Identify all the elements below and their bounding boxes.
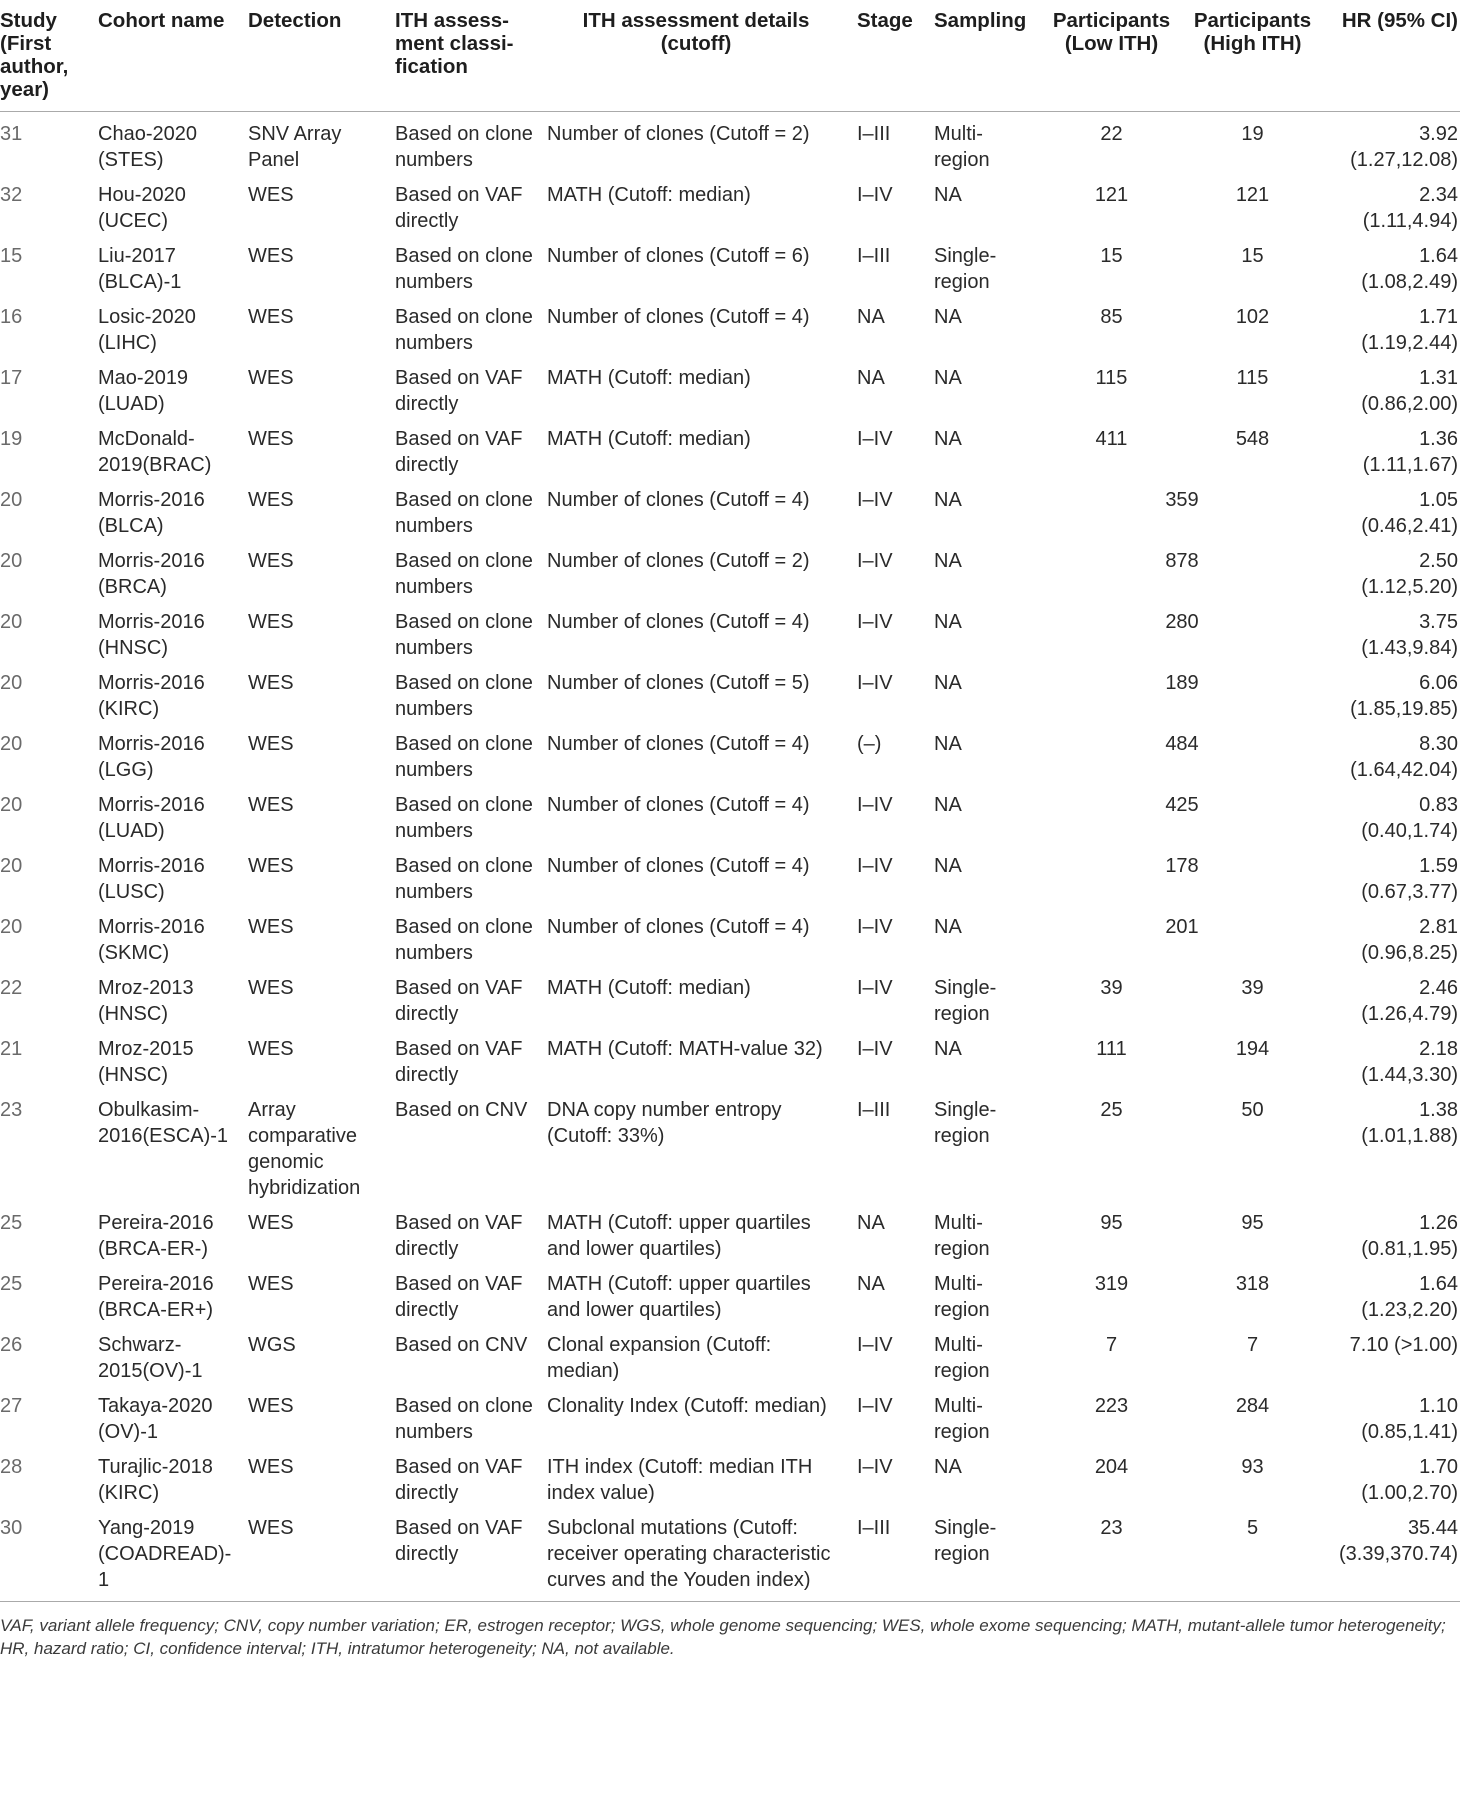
cell-detection: WES	[248, 1456, 294, 1478]
cell-details: Number of clones (Cutoff = 4)	[547, 916, 810, 938]
cell-cohort: Morris-2016 (LGG)	[98, 733, 205, 781]
cell-participants-high: 102	[1235, 306, 1270, 328]
cell-participants-total: 178	[1165, 855, 1199, 877]
cell-cohort: Obulkasim-2016(ESCA)-1	[98, 1099, 229, 1147]
table-row	[0, 1201, 1460, 1262]
cell-study: 16	[0, 306, 23, 328]
header-sampling: Sampling	[934, 9, 1027, 32]
table-row	[0, 539, 1460, 600]
cell-study: 31	[0, 123, 23, 145]
cell-classification: Based on VAF directly	[395, 1517, 523, 1565]
cell-hr: 1.05 (0.46,2.41)	[1361, 489, 1458, 537]
table-footnote: VAF, variant allele frequency; CNV, copy number variation; ER, estrogen receptor; WGS, whole genome sequencing; WES, whole exome sequencing; MATH, mutant-allele tumor heterogeneity; HR, hazard ratio; CI, confidence interval; ITH, intratumor heterogeneity; NA, not available.	[0, 1601, 1460, 1660]
cell-classification: Based on clone numbers	[395, 245, 533, 293]
cell-details: Clonal expansion (Cutoff: median)	[547, 1334, 772, 1382]
cell-hr: 2.34 (1.11,4.94)	[1362, 184, 1458, 232]
cell-detection: SNV Array Panel	[248, 123, 342, 171]
cell-stage: I–IV	[857, 1395, 893, 1417]
cell-cohort: Morris-2016 (LUAD)	[98, 794, 205, 842]
cell-detection: WES	[248, 489, 294, 511]
cell-sampling: Multi-region	[934, 1395, 990, 1443]
cell-sampling: Multi-region	[934, 123, 990, 171]
table-row	[0, 1262, 1460, 1323]
table-row	[0, 1445, 1460, 1506]
cell-details: Number of clones (Cutoff = 4)	[547, 611, 810, 633]
header-participants-low: Participants (Low ITH)	[1052, 9, 1171, 55]
header-details: ITH assessment details (cutoff)	[582, 9, 810, 55]
cell-details: Number of clones (Cutoff = 2)	[547, 550, 810, 572]
cell-classification: Based on VAF directly	[395, 367, 523, 415]
table-row	[0, 1506, 1460, 1601]
table-row	[0, 1088, 1460, 1201]
cell-participants-total: 878	[1165, 550, 1199, 572]
cell-detection: WES	[248, 855, 294, 877]
cell-classification: Based on clone numbers	[395, 794, 533, 842]
cell-hr: 2.46 (1.26,4.79)	[1361, 977, 1458, 1025]
cell-details: ITH index (Cutoff: median ITH index value)	[547, 1456, 813, 1504]
cell-detection: WES	[248, 428, 294, 450]
cell-sampling: NA	[934, 550, 962, 572]
cell-study: 22	[0, 977, 23, 999]
cell-detection: WES	[248, 1273, 294, 1295]
cell-hr: 6.06 (1.85,19.85)	[1350, 672, 1458, 720]
cell-participants-low: 22	[1100, 123, 1123, 145]
table-row	[0, 905, 1460, 966]
cell-participants-low: 111	[1096, 1038, 1127, 1060]
cell-stage: NA	[857, 306, 885, 328]
cell-participants-low: 85	[1100, 306, 1123, 328]
cell-cohort: Takaya-2020 (OV)-1	[98, 1395, 213, 1443]
cell-details: MATH (Cutoff: upper quartiles and lower quartiles)	[547, 1212, 811, 1260]
cell-details: Number of clones (Cutoff = 5)	[547, 672, 810, 694]
cell-participants-total: 280	[1165, 611, 1199, 633]
cell-study: 23	[0, 1099, 23, 1121]
cell-cohort: Pereira-2016 (BRCA-ER-)	[98, 1212, 214, 1260]
cell-sampling: Single-region	[934, 977, 997, 1025]
cell-study: 21	[0, 1038, 23, 1060]
cell-classification: Based on CNV	[395, 1099, 528, 1121]
cell-participants-high: 115	[1236, 367, 1269, 389]
cell-cohort: Mroz-2013 (HNSC)	[98, 977, 194, 1025]
cell-participants-low: 223	[1094, 1395, 1129, 1417]
cell-classification: Based on clone numbers	[395, 611, 533, 659]
cell-detection: WES	[248, 550, 294, 572]
cell-hr: 1.26 (0.81,1.95)	[1361, 1212, 1458, 1260]
cell-detection: WES	[248, 367, 294, 389]
cell-participants-low: 121	[1094, 184, 1129, 206]
header-participants-high: Participants (High ITH)	[1193, 9, 1312, 55]
cell-sampling: Single-region	[934, 1099, 997, 1147]
table-row	[0, 1384, 1460, 1445]
cell-stage: I–III	[857, 123, 891, 145]
cell-participants-total: 359	[1165, 489, 1199, 511]
table-row	[0, 966, 1460, 1027]
cell-study: 20	[0, 550, 23, 572]
cell-stage: I–III	[857, 1517, 891, 1539]
cell-hr: 35.44 (3.39,370.74)	[1339, 1517, 1458, 1565]
cell-hr: 1.36 (1.11,1.67)	[1362, 428, 1458, 476]
cell-details: Number of clones (Cutoff = 4)	[547, 306, 810, 328]
cell-study: 27	[0, 1395, 23, 1417]
cell-participants-high: 39	[1241, 977, 1264, 999]
cell-detection: WES	[248, 794, 294, 816]
cell-stage: I–IV	[857, 489, 893, 511]
cell-classification: Based on clone numbers	[395, 123, 533, 171]
cell-stage: I–IV	[857, 1334, 893, 1356]
cell-stage: NA	[857, 1212, 885, 1234]
cell-study: 25	[0, 1212, 23, 1234]
cell-classification: Based on clone numbers	[395, 916, 533, 964]
cell-classification: Based on clone numbers	[395, 489, 533, 537]
cell-classification: Based on VAF directly	[395, 1212, 523, 1260]
cell-detection: WES	[248, 916, 294, 938]
cell-study: 28	[0, 1456, 23, 1478]
cell-study: 20	[0, 916, 23, 938]
cell-detection: WES	[248, 733, 294, 755]
cell-participants-low: 204	[1094, 1456, 1129, 1478]
header-hr: HR (95% CI)	[1341, 9, 1458, 32]
cell-participants-low: 95	[1100, 1212, 1123, 1234]
cell-stage: I–IV	[857, 1038, 893, 1060]
cell-classification: Based on CNV	[395, 1334, 528, 1356]
cell-cohort: Mroz-2015 (HNSC)	[98, 1038, 194, 1086]
cell-hr: 3.75 (1.43,9.84)	[1361, 611, 1458, 659]
cell-hr: 1.31 (0.86,2.00)	[1361, 367, 1458, 415]
cell-participants-high: 19	[1241, 123, 1264, 145]
cell-cohort: Morris-2016 (KIRC)	[98, 672, 205, 720]
cell-study: 20	[0, 794, 23, 816]
cell-cohort: Hou-2020 (UCEC)	[98, 184, 186, 232]
cell-study: 25	[0, 1273, 23, 1295]
table-row	[0, 722, 1460, 783]
table-row	[0, 1323, 1460, 1384]
cell-cohort: Morris-2016 (SKMC)	[98, 916, 205, 964]
cell-hr: 7.10 (>1.00)	[1349, 1334, 1458, 1356]
cell-hr: 2.81 (0.96,8.25)	[1361, 916, 1458, 964]
cell-hr: 1.70 (1.00,2.70)	[1361, 1456, 1458, 1504]
table-row	[0, 112, 1460, 174]
cell-participants-high: 121	[1235, 184, 1270, 206]
cell-detection: WES	[248, 1395, 294, 1417]
cell-stage: (–)	[857, 733, 882, 755]
cell-detection: WES	[248, 1038, 294, 1060]
cell-study: 20	[0, 611, 23, 633]
cell-participants-low: 411	[1095, 428, 1128, 450]
cell-participants-high: 93	[1241, 1456, 1264, 1478]
cell-participants-low: 7	[1105, 1334, 1118, 1356]
cell-details: Number of clones (Cutoff = 4)	[547, 855, 810, 877]
cell-hr: 0.83 (0.40,1.74)	[1361, 794, 1458, 842]
cell-participants-total: 201	[1165, 916, 1199, 938]
cell-sampling: NA	[934, 794, 962, 816]
cell-classification: Based on VAF directly	[395, 1456, 523, 1504]
cell-participants-high: 194	[1235, 1038, 1270, 1060]
cell-hr: 1.59 (0.67,3.77)	[1361, 855, 1458, 903]
cell-details: MATH (Cutoff: median)	[547, 367, 751, 389]
cell-study: 15	[0, 245, 23, 267]
cell-cohort: Chao-2020 (STES)	[98, 123, 197, 171]
cell-participants-high: 7	[1246, 1334, 1259, 1356]
cell-participants-high: 318	[1235, 1273, 1270, 1295]
cell-detection: WES	[248, 245, 294, 267]
cell-study: 20	[0, 489, 23, 511]
cell-detection: WES	[248, 1517, 294, 1539]
cell-hr: 2.50 (1.12,5.20)	[1361, 550, 1458, 598]
cell-stage: I–IV	[857, 794, 893, 816]
table-row	[0, 661, 1460, 722]
cell-stage: I–IV	[857, 184, 893, 206]
cell-sampling: NA	[934, 306, 962, 328]
cell-hr: 1.64 (1.08,2.49)	[1361, 245, 1458, 293]
cell-participants-total: 425	[1165, 794, 1199, 816]
cell-classification: Based on clone numbers	[395, 855, 533, 903]
cell-participants-low: 319	[1094, 1273, 1129, 1295]
cell-cohort: Morris-2016 (HNSC)	[98, 611, 205, 659]
cell-detection: WES	[248, 672, 294, 694]
cell-classification: Based on VAF directly	[395, 428, 523, 476]
cell-details: Number of clones (Cutoff = 4)	[547, 794, 810, 816]
cell-cohort: McDonald-2019(BRAC)	[98, 428, 212, 476]
cell-sampling: NA	[934, 672, 962, 694]
cell-sampling: NA	[934, 733, 962, 755]
cell-study: 32	[0, 184, 23, 206]
cell-cohort: Morris-2016 (LUSC)	[98, 855, 205, 903]
cell-participants-high: 50	[1241, 1099, 1264, 1121]
cell-stage: I–IV	[857, 855, 893, 877]
cell-sampling: Multi-region	[934, 1273, 990, 1321]
table-row	[0, 1027, 1460, 1088]
cell-sampling: NA	[934, 916, 962, 938]
header-classification: ITH assess-ment classi-fication	[395, 9, 514, 78]
cell-sampling: NA	[934, 428, 962, 450]
cell-sampling: Single-region	[934, 245, 997, 293]
cell-hr: 8.30 (1.64,42.04)	[1350, 733, 1458, 781]
header-stage: Stage	[857, 9, 913, 32]
cell-sampling: NA	[934, 489, 962, 511]
cell-participants-total: 189	[1165, 672, 1199, 694]
table-row	[0, 600, 1460, 661]
cell-sampling: Multi-region	[934, 1212, 990, 1260]
cell-participants-low: 39	[1100, 977, 1123, 999]
cell-detection: WES	[248, 306, 294, 328]
cell-detection: WES	[248, 977, 294, 999]
cell-details: Clonality Index (Cutoff: median)	[547, 1395, 827, 1417]
cell-participants-low: 25	[1100, 1099, 1123, 1121]
cell-cohort: Morris-2016 (BLCA)	[98, 489, 205, 537]
cell-detection: Array comparative genomic hybridization	[248, 1099, 361, 1199]
cell-details: MATH (Cutoff: median)	[547, 428, 751, 450]
cell-stage: I–IV	[857, 428, 893, 450]
cell-classification: Based on clone numbers	[395, 550, 533, 598]
cell-stage: NA	[857, 367, 885, 389]
cell-detection: WES	[248, 184, 294, 206]
cell-stage: I–IV	[857, 672, 893, 694]
cell-details: MATH (Cutoff: MATH-value 32)	[547, 1038, 823, 1060]
cell-classification: Based on clone numbers	[395, 306, 533, 354]
cell-cohort: Yang-2019 (COADREAD)-1	[98, 1517, 232, 1591]
table-row	[0, 844, 1460, 905]
cell-sampling: Multi-region	[934, 1334, 990, 1382]
cell-detection: WES	[248, 1212, 294, 1234]
cell-hr: 1.38 (1.01,1.88)	[1361, 1099, 1458, 1147]
cell-cohort: Mao-2019 (LUAD)	[98, 367, 189, 415]
cell-classification: Based on VAF directly	[395, 977, 523, 1025]
cell-sampling: NA	[934, 611, 962, 633]
cell-cohort: Schwarz-2015(OV)-1	[98, 1334, 203, 1382]
cell-cohort: Liu-2017 (BLCA)-1	[98, 245, 182, 293]
table-row	[0, 295, 1460, 356]
cell-stage: I–IV	[857, 916, 893, 938]
cell-details: MATH (Cutoff: upper quartiles and lower quartiles)	[547, 1273, 811, 1321]
cell-study: 26	[0, 1334, 23, 1356]
table-body	[0, 112, 1460, 1602]
cell-participants-high: 5	[1246, 1517, 1259, 1539]
cell-sampling: Single-region	[934, 1517, 997, 1565]
table-row	[0, 478, 1460, 539]
cell-detection: WGS	[248, 1334, 296, 1356]
cell-study: 19	[0, 428, 23, 450]
cell-hr: 3.92 (1.27,12.08)	[1350, 123, 1458, 171]
cell-study: 20	[0, 733, 23, 755]
cell-hr: 1.64 (1.23,2.20)	[1361, 1273, 1458, 1321]
header-study: Study (First author, year)	[0, 9, 69, 101]
cell-details: Number of clones (Cutoff = 6)	[547, 245, 810, 267]
cell-details: Subclonal mutations (Cutoff: receiver operating characteristic curves and the Youden index)	[547, 1517, 831, 1591]
cell-cohort: Losic-2020 (LIHC)	[98, 306, 196, 354]
cell-participants-high: 15	[1241, 245, 1264, 267]
cell-sampling: NA	[934, 184, 962, 206]
cell-study: 20	[0, 672, 23, 694]
cell-cohort: Pereira-2016 (BRCA-ER+)	[98, 1273, 214, 1321]
cell-classification: Based on VAF directly	[395, 1273, 523, 1321]
cell-hr: 1.71 (1.19,2.44)	[1361, 306, 1458, 354]
cell-classification: Based on VAF directly	[395, 184, 523, 232]
cell-details: Number of clones (Cutoff = 4)	[547, 489, 810, 511]
cell-detection: WES	[248, 611, 294, 633]
cell-hr: 2.18 (1.44,3.30)	[1361, 1038, 1458, 1086]
cell-sampling: NA	[934, 1456, 962, 1478]
table-row	[0, 417, 1460, 478]
cell-study: 17	[0, 367, 23, 389]
cell-classification: Based on clone numbers	[395, 672, 533, 720]
header-cohort: Cohort name	[98, 9, 225, 32]
cell-participants-total: 484	[1165, 733, 1199, 755]
cell-stage: I–III	[857, 245, 891, 267]
cell-stage: NA	[857, 1273, 885, 1295]
cell-details: Number of clones (Cutoff = 2)	[547, 123, 810, 145]
cell-participants-low: 115	[1095, 367, 1128, 389]
cell-cohort: Turajlic-2018 (KIRC)	[98, 1456, 213, 1504]
cell-details: DNA copy number entropy (Cutoff: 33%)	[547, 1099, 782, 1147]
cell-classification: Based on clone numbers	[395, 1395, 533, 1443]
cell-study: 20	[0, 855, 23, 877]
cell-participants-high: 284	[1235, 1395, 1270, 1417]
cell-details: Number of clones (Cutoff = 4)	[547, 733, 810, 755]
cell-participants-low: 23	[1100, 1517, 1123, 1539]
table-row	[0, 173, 1460, 234]
cell-sampling: NA	[934, 367, 962, 389]
cell-classification: Based on clone numbers	[395, 733, 533, 781]
cell-stage: I–IV	[857, 611, 893, 633]
cell-classification: Based on VAF directly	[395, 1038, 523, 1086]
cell-stage: I–IV	[857, 977, 893, 999]
cell-study: 30	[0, 1517, 23, 1539]
cell-participants-low: 15	[1100, 245, 1123, 267]
table-header-row	[0, 0, 1460, 112]
table-row	[0, 356, 1460, 417]
cell-details: MATH (Cutoff: median)	[547, 977, 751, 999]
cell-sampling: NA	[934, 1038, 962, 1060]
cell-participants-high: 95	[1241, 1212, 1264, 1234]
cell-cohort: Morris-2016 (BRCA)	[98, 550, 205, 598]
cell-details: MATH (Cutoff: median)	[547, 184, 751, 206]
cell-stage: I–IV	[857, 1456, 893, 1478]
cell-participants-high: 548	[1235, 428, 1270, 450]
cell-stage: I–IV	[857, 550, 893, 572]
table-row	[0, 783, 1460, 844]
cell-stage: I–III	[857, 1099, 891, 1121]
header-detection: Detection	[248, 9, 342, 32]
cell-hr: 1.10 (0.85,1.41)	[1361, 1395, 1458, 1443]
table-row	[0, 234, 1460, 295]
cell-sampling: NA	[934, 855, 962, 877]
